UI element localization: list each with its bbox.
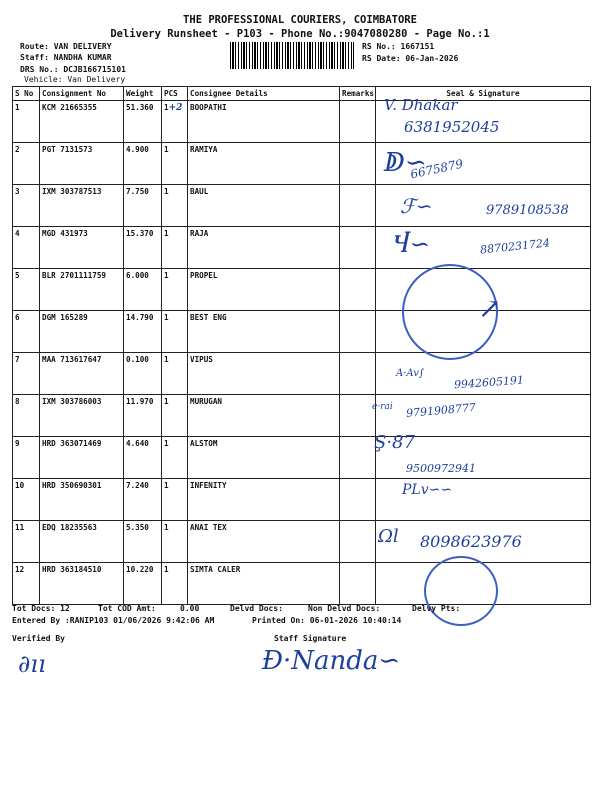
consignment-no: EDQ 18235563 (40, 521, 124, 563)
signature-scribble-row9: Ş·87 (374, 432, 415, 453)
consignee: RAJA (188, 227, 340, 269)
weight: 7.240 (124, 479, 162, 521)
pcs: 1 (162, 563, 188, 605)
s-no: 6 (13, 311, 40, 353)
consignee: PROPEL (188, 269, 340, 311)
table-row (13, 269, 591, 311)
table-row (13, 353, 591, 395)
remarks (340, 227, 376, 269)
signature-scribble-row10: PLv∽∽ (402, 482, 453, 498)
consignment-no: BLR 2701111759 (40, 269, 124, 311)
col-header: PCS (162, 87, 188, 101)
col-header: Remarks (340, 87, 376, 101)
pcs: 1 (162, 353, 188, 395)
consignee: BEST ENG (188, 311, 340, 353)
pcs: 1 (162, 311, 188, 353)
table-row (13, 395, 591, 437)
staff-signature-label: Staff Signature (274, 634, 347, 643)
table-row (13, 101, 591, 143)
printed-on: Printed On: 06-01-2026 10:40:14 (252, 616, 402, 625)
weight: 51.360 (124, 101, 162, 143)
verifier-signature: ∂ıı (18, 650, 46, 678)
s-no: 1 (13, 101, 40, 143)
remarks (340, 563, 376, 605)
vehicle-label: Vehicle: Van Delivery (24, 75, 126, 84)
s-no: 10 (13, 479, 40, 521)
runsheet-subtitle: Delivery Runsheet - P103 - Phone No.:9047080280 - Page No.:1 (110, 28, 490, 40)
signature-scribble-row2: ↁ∽ (384, 148, 427, 178)
consignee: SIMTA CALER (188, 563, 340, 605)
total-docs: Tot Docs: 12 (12, 604, 70, 613)
non-delivered-docs: Non Delvd Docs: (308, 604, 381, 613)
handwritten-name-row1: V. Dhakar (384, 96, 458, 114)
table-row (13, 311, 591, 353)
weight: 7.750 (124, 185, 162, 227)
remarks (340, 395, 376, 437)
consignment-no: PGT 7131573 (40, 143, 124, 185)
consignee: ALSTOM (188, 437, 340, 479)
pcs: 1 (162, 395, 188, 437)
weight: 6.000 (124, 269, 162, 311)
s-no: 9 (13, 437, 40, 479)
pcs: 1 (162, 269, 188, 311)
consignee: MURUGAN (188, 395, 340, 437)
signature-scribble-row11: Ωl (378, 526, 399, 547)
rs-date: RS Date: 06-Jan-2026 (362, 54, 459, 63)
col-header: Consignee Details (188, 87, 340, 101)
table-header-row (13, 87, 591, 101)
consignment-no: HRD 350690301 (40, 479, 124, 521)
pcs-value: 1 (164, 103, 169, 112)
route-label: Route: VAN DELIVERY (20, 42, 112, 51)
s-no: 11 (13, 521, 40, 563)
signature-scribble-row6: ↗ (478, 292, 502, 325)
signature-scribble-row4: Ⴣ∽ (392, 230, 430, 258)
barcode (230, 42, 354, 69)
weight: 0.100 (124, 353, 162, 395)
handwritten-phone-row2: 6675879 (409, 156, 465, 182)
pcs: 1 (162, 143, 188, 185)
remarks (340, 185, 376, 227)
runsheet-table (12, 86, 591, 605)
delivered-docs: Delvd Docs: (230, 604, 283, 613)
col-header: S No (13, 87, 40, 101)
table-row (13, 479, 591, 521)
weight: 4.900 (124, 143, 162, 185)
consignee: BAUL (188, 185, 340, 227)
col-header: Consignment No (40, 87, 124, 101)
consignment-no: IXM 303786003 (40, 395, 124, 437)
table-row (13, 563, 591, 605)
handwritten-phone-row7: 9942605191 (453, 373, 525, 392)
rs-number: RS No.: 1667151 (362, 42, 435, 51)
signature-scribble-row7: A·Av∫ (396, 368, 425, 379)
pcs: 1 (162, 185, 188, 227)
handwritten-phone-row3: 9789108538 (486, 203, 569, 218)
staff-signature: Ð·Nanda∽ (262, 646, 401, 676)
consignment-no: HRD 363071469 (40, 437, 124, 479)
signature-scribble-row3: ℱ∽ (400, 194, 433, 218)
consignment-no: HRD 363184510 (40, 563, 124, 605)
weight: 5.350 (124, 521, 162, 563)
drs-number: DRS No.: DCJB166715101 (20, 65, 126, 74)
consignment-no: IXM 303787513 (40, 185, 124, 227)
col-header: Seal & Signature (376, 87, 591, 101)
s-no: 5 (13, 269, 40, 311)
s-no: 12 (13, 563, 40, 605)
remarks (340, 311, 376, 353)
table-row (13, 437, 591, 479)
consignee: BOOPATHI (188, 101, 340, 143)
pcs: 1 (162, 227, 188, 269)
col-header: Weight (124, 87, 162, 101)
total-cod-amount: 0.00 (180, 604, 200, 613)
remarks (340, 101, 376, 143)
remarks (340, 353, 376, 395)
weight: 11.970 (124, 395, 162, 437)
entered-by: Entered By :RANIP103 01/06/2026 9:42:06 AM (12, 616, 215, 625)
consignee: INFENITY (188, 479, 340, 521)
s-no: 7 (13, 353, 40, 395)
pcs (162, 101, 188, 143)
staff-label: Staff: NANDHA KUMAR (20, 53, 112, 62)
consignment-no: DGM 165289 (40, 311, 124, 353)
handwritten-phone-row11: 8098623976 (420, 532, 522, 551)
remarks (340, 437, 376, 479)
pcs: 1 (162, 437, 188, 479)
handwritten-phone-row1: 6381952045 (404, 118, 500, 136)
s-no: 2 (13, 143, 40, 185)
pcs: 1 (162, 521, 188, 563)
pcs-handwritten-note: +2 (168, 103, 183, 113)
remarks (340, 521, 376, 563)
consignee: RAMIYA (188, 143, 340, 185)
s-no: 3 (13, 185, 40, 227)
verified-by-label: Verified By (12, 634, 65, 643)
remarks (340, 269, 376, 311)
weight: 15.370 (124, 227, 162, 269)
s-no: 4 (13, 227, 40, 269)
pcs: 1 (162, 479, 188, 521)
handwritten-phone-row10: 9500972941 (406, 462, 476, 475)
remarks (340, 479, 376, 521)
delivery-points: Delvy Pts: (412, 604, 461, 613)
company-seal-stamp-2 (424, 556, 498, 626)
consignment-no: MAA 713617647 (40, 353, 124, 395)
weight: 10.220 (124, 563, 162, 605)
remarks (340, 143, 376, 185)
signature-scribble-row8: e·rai (372, 402, 393, 412)
consignment-no: MGD 431973 (40, 227, 124, 269)
weight: 14.790 (124, 311, 162, 353)
handwritten-phone-row4: 8870231724 (479, 236, 551, 257)
table-row (13, 143, 591, 185)
total-cod-label: Tot COD Amt: (98, 604, 156, 613)
s-no: 8 (13, 395, 40, 437)
consignee: VIPUS (188, 353, 340, 395)
company-title: THE PROFESSIONAL COURIERS, COIMBATORE (183, 14, 417, 26)
weight: 4.640 (124, 437, 162, 479)
handwritten-phone-row8: 9791908777 (405, 400, 477, 421)
consignment-no: KCM 21665355 (40, 101, 124, 143)
consignee: ANAI TEX (188, 521, 340, 563)
